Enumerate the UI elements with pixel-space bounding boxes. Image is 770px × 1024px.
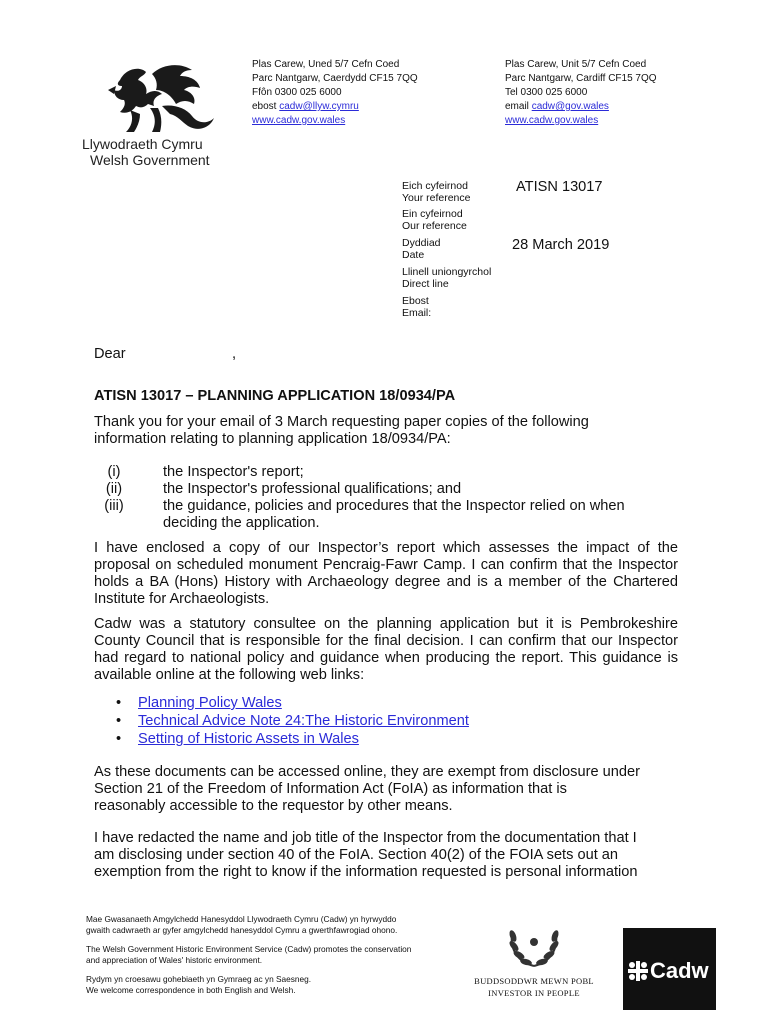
footer-text — [86, 914, 411, 996]
list-number: (iii) — [104, 498, 124, 514]
address-english — [505, 58, 657, 128]
phone-line: Tel 0300 025 6000 — [505, 87, 588, 98]
bullet-icon: • — [116, 731, 122, 747]
list-number: (ii) — [105, 481, 123, 497]
email-label-block — [402, 295, 431, 319]
paragraph-exemption — [94, 764, 640, 815]
salutation-comma: , — [232, 346, 237, 362]
text-line: am disclosing under section 40 of the FoIA. Section 40(2) of the FOIA sets out an — [94, 847, 619, 863]
list-item — [94, 464, 694, 481]
footer-line: We welcome correspondence in both English and Welsh. — [86, 985, 296, 995]
iip-label-welsh: BUDDSODDWR MEWN POBL — [474, 976, 594, 986]
iip-label-english: INVESTOR IN PEOPLE — [488, 988, 580, 998]
list-text: the Inspector's professional qualifications; and — [163, 481, 462, 497]
paragraph-redaction — [94, 830, 638, 881]
org-name-english: Welsh Government — [90, 152, 210, 168]
website-link[interactable]: www.cadw.gov.wales — [505, 115, 599, 126]
footer-line: Rydym yn croesawu gohebiaeth yn Gymraeg ac yn Saesneg. — [86, 974, 312, 984]
address-line: Plas Carew, Uned 5/7 Cefn Coed — [252, 59, 400, 70]
text-line: Thank you for your email of 3 March requesting paper copies of the following — [94, 414, 589, 430]
address-welsh — [252, 58, 418, 128]
label-welsh: Dyddiad — [402, 237, 441, 249]
your-reference-value: ATISN 13017 — [516, 179, 603, 195]
guidance-links — [94, 694, 654, 748]
welsh-government-logo — [82, 60, 222, 170]
email-line — [505, 100, 657, 114]
welsh-dragon-icon — [100, 60, 220, 140]
list-item — [94, 481, 694, 498]
label-welsh: Llinell uniongyrchol — [402, 266, 492, 278]
text-line: Section 21 of the Freedom of Information Act (FoIA) as information that is — [94, 781, 567, 797]
label-welsh: Ebost — [402, 295, 429, 307]
letter-subject: ATISN 13017 – PLANNING APPLICATION 18/0934/PA — [94, 388, 456, 404]
label-welsh: Ein cyfeirnod — [402, 208, 463, 220]
paragraph-guidance: Cadw was a statutory consultee on the planning application but it is Pembrokeshire County Council that is responsible for the final decision. I can confirm that our Inspector had regard to national policy and guidance when producing the report. This guidance is available online at the following web links: — [94, 616, 678, 683]
email-link[interactable]: cadw@gov.wales — [531, 101, 609, 112]
your-reference-label — [402, 180, 471, 204]
date-value: 28 March 2019 — [512, 237, 610, 253]
list-item — [94, 694, 654, 712]
our-reference-label — [402, 208, 467, 232]
email-label: ebost — [252, 101, 277, 112]
bullet-icon: • — [116, 695, 122, 711]
list-item — [94, 712, 654, 730]
list-item — [94, 730, 654, 748]
paragraph-intro — [94, 414, 589, 448]
list-text: the guidance, policies and procedures that the Inspector relied on when deciding the application. — [163, 498, 625, 531]
label-english: Direct line — [402, 278, 449, 290]
address-line: Parc Nantgarw, Cardiff CF15 7QQ — [505, 73, 657, 84]
link-tan-24[interactable]: Technical Advice Note 24:The Historic Environment — [138, 713, 469, 729]
link-planning-policy-wales[interactable]: Planning Policy Wales — [138, 695, 282, 711]
laurel-wreath-icon — [504, 916, 564, 970]
list-item — [94, 498, 694, 532]
salutation: Dear — [94, 346, 126, 362]
link-setting-historic-assets[interactable]: Setting of Historic Assets in Wales — [138, 731, 359, 747]
label-english: Your reference — [402, 192, 471, 204]
label-welsh: Eich cyfeirnod — [402, 180, 468, 192]
org-name-welsh: Llywodraeth Cymru — [82, 136, 203, 152]
email-link[interactable]: cadw@llyw.cymru — [279, 101, 359, 112]
direct-line-label — [402, 266, 491, 290]
requested-items-list — [94, 464, 694, 532]
label-english: Email: — [402, 307, 432, 319]
address-line: Parc Nantgarw, Caerdydd CF15 7QQ — [252, 73, 418, 84]
footer-line: Mae Gwasanaeth Amgylchedd Hanesyddol Llywodraeth Cymru (Cadw) yn hyrwyddo — [86, 914, 397, 924]
investor-in-people-logo — [460, 916, 608, 1006]
text-line: reasonably accessible to the requestor by other means. — [94, 798, 453, 814]
bullet-icon: • — [116, 713, 122, 729]
footer-line: gwaith cadwraeth ar gyfer amgylchedd hanesyddol Cymru a gwerthfawrogiad ohono. — [86, 925, 398, 935]
text-line: exemption from the right to know if the information requested is personal information — [94, 864, 638, 880]
text-line: As these documents can be accessed online, they are exempt from disclosure under — [94, 764, 640, 780]
text-line: information relating to planning application 18/0934/PA: — [94, 431, 451, 447]
cadw-wordmark: Cadw — [650, 958, 709, 983]
label-english: Date — [402, 249, 425, 261]
cadw-emblem-icon — [627, 960, 649, 982]
label-english: Our reference — [402, 220, 467, 232]
address-line: Plas Carew, Unit 5/7 Cefn Coed — [505, 59, 647, 70]
date-label — [402, 237, 441, 261]
website-link[interactable]: www.cadw.gov.wales — [252, 115, 346, 126]
text-line: I have redacted the name and job title of the Inspector from the documentation that I — [94, 830, 637, 846]
paragraph-report: I have enclosed a copy of our Inspector’s report which assesses the impact of the proposal on scheduled monument Pencraig-Fawr Camp. I can confirm that the Inspector holds a BA (Hons) History with Archaeology degree and is a member of the Chartered Institute for Archaeologists. — [94, 540, 678, 607]
cadw-logo — [623, 928, 716, 1010]
email-label: email — [505, 101, 529, 112]
phone-line: Ffôn 0300 025 6000 — [252, 87, 342, 98]
list-number: (i) — [107, 464, 121, 480]
email-line — [252, 100, 418, 114]
footer-line: and appreciation of Wales' historic environment. — [86, 955, 263, 965]
footer-line: The Welsh Government Historic Environment Service (Cadw) promotes the conservation — [86, 944, 412, 954]
list-text: the Inspector's report; — [163, 464, 304, 480]
